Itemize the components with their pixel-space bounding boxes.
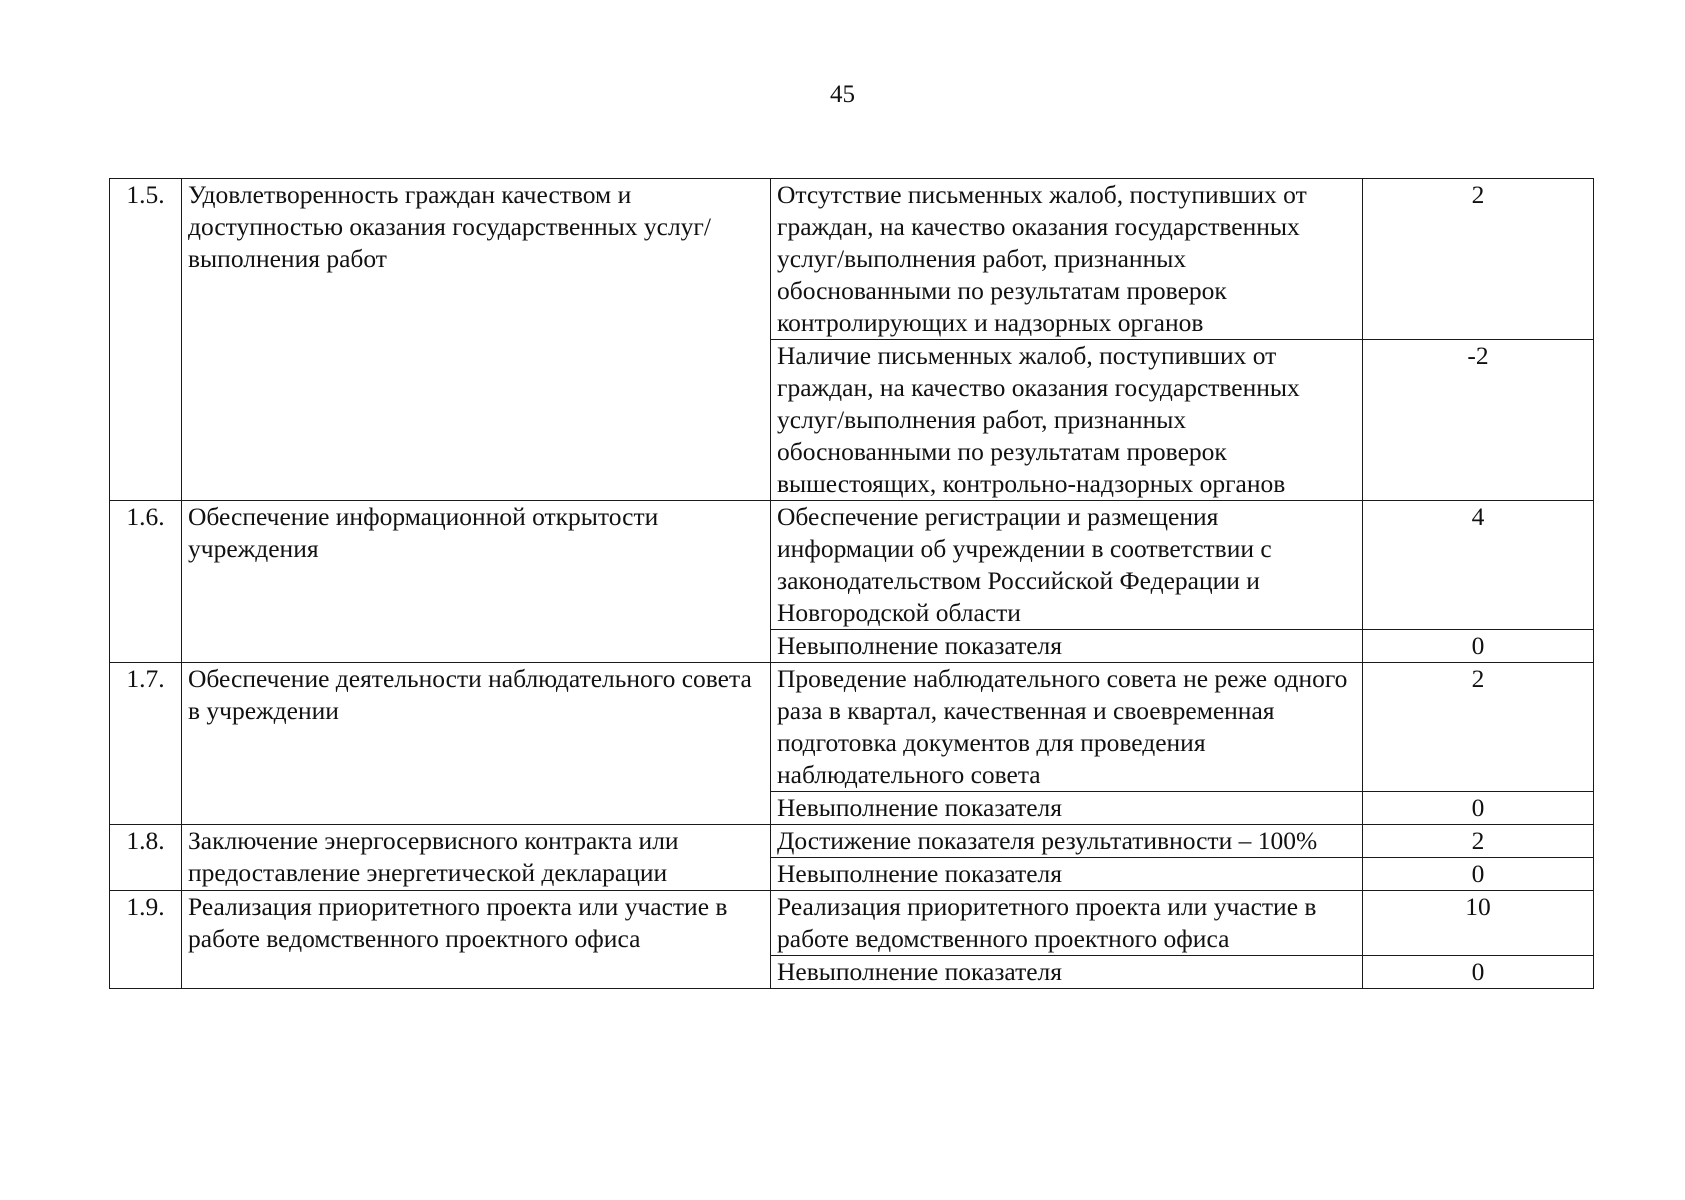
- condition-text: Невыполнение показателя: [771, 792, 1363, 825]
- score-value: 0: [1363, 858, 1594, 891]
- table-row: [110, 663, 1594, 792]
- score-value: -2: [1363, 340, 1594, 501]
- table-row: [110, 179, 1594, 340]
- condition-text: Невыполнение показателя: [771, 630, 1363, 663]
- score-value: 0: [1363, 956, 1594, 989]
- score-value: 0: [1363, 630, 1594, 663]
- condition-text: Невыполнение показателя: [771, 956, 1363, 989]
- condition-text: Достижение показателя результативности – 100%: [771, 825, 1363, 858]
- condition-text: Отсутствие письменных жалоб, поступивших от граждан, на качество оказания государственных услуг/выполнения работ, признанных обоснованными по результатам проверок контролирующих и надзорных органов: [771, 179, 1363, 340]
- criterion-name: Заключение энергосервисного контракта или предоставление энергетической декларации: [182, 825, 771, 891]
- criterion-name: Удовлетворенность граждан качеством и доступностью оказания государственных услуг/выполнения работ: [182, 179, 771, 501]
- page-number: 45: [830, 81, 855, 108]
- condition-text: Невыполнение показателя: [771, 858, 1363, 891]
- score-value: 0: [1363, 792, 1594, 825]
- score-value: 10: [1363, 891, 1594, 956]
- score-value: 2: [1363, 179, 1594, 340]
- score-value: 2: [1363, 663, 1594, 792]
- criterion-name: Обеспечение деятельности наблюдательного совета в учреждении: [182, 663, 771, 825]
- table-row: [110, 891, 1594, 956]
- condition-text: Проведение наблюдательного совета не реже одного раза в квартал, качественная и своевременная подготовка документов для проведения наблюдательного совета: [771, 663, 1363, 792]
- condition-text: Реализация приоритетного проекта или участие в работе ведомственного проектного офиса: [771, 891, 1363, 956]
- row-number: 1.9.: [110, 891, 182, 989]
- row-number: 1.5.: [110, 179, 182, 501]
- table-row: [110, 501, 1594, 630]
- score-value: 4: [1363, 501, 1594, 630]
- score-value: 2: [1363, 825, 1594, 858]
- row-number: 1.8.: [110, 825, 182, 891]
- criterion-name: Обеспечение информационной открытости учреждения: [182, 501, 771, 663]
- row-number: 1.7.: [110, 663, 182, 825]
- condition-text: Наличие письменных жалоб, поступивших от граждан, на качество оказания государственных услуг/выполнения работ, признанных обоснованными по результатам проверок вышестоящих, контрольно-надзорных органов: [771, 340, 1363, 501]
- table-row: [110, 825, 1594, 858]
- condition-text: Обеспечение регистрации и размещения информации об учреждении в соответствии с законодательством Российской Федерации и Новгородской области: [771, 501, 1363, 630]
- row-number: 1.6.: [110, 501, 182, 663]
- criteria-table: [109, 178, 1594, 989]
- criterion-name: Реализация приоритетного проекта или участие в работе ведомственного проектного офиса: [182, 891, 771, 989]
